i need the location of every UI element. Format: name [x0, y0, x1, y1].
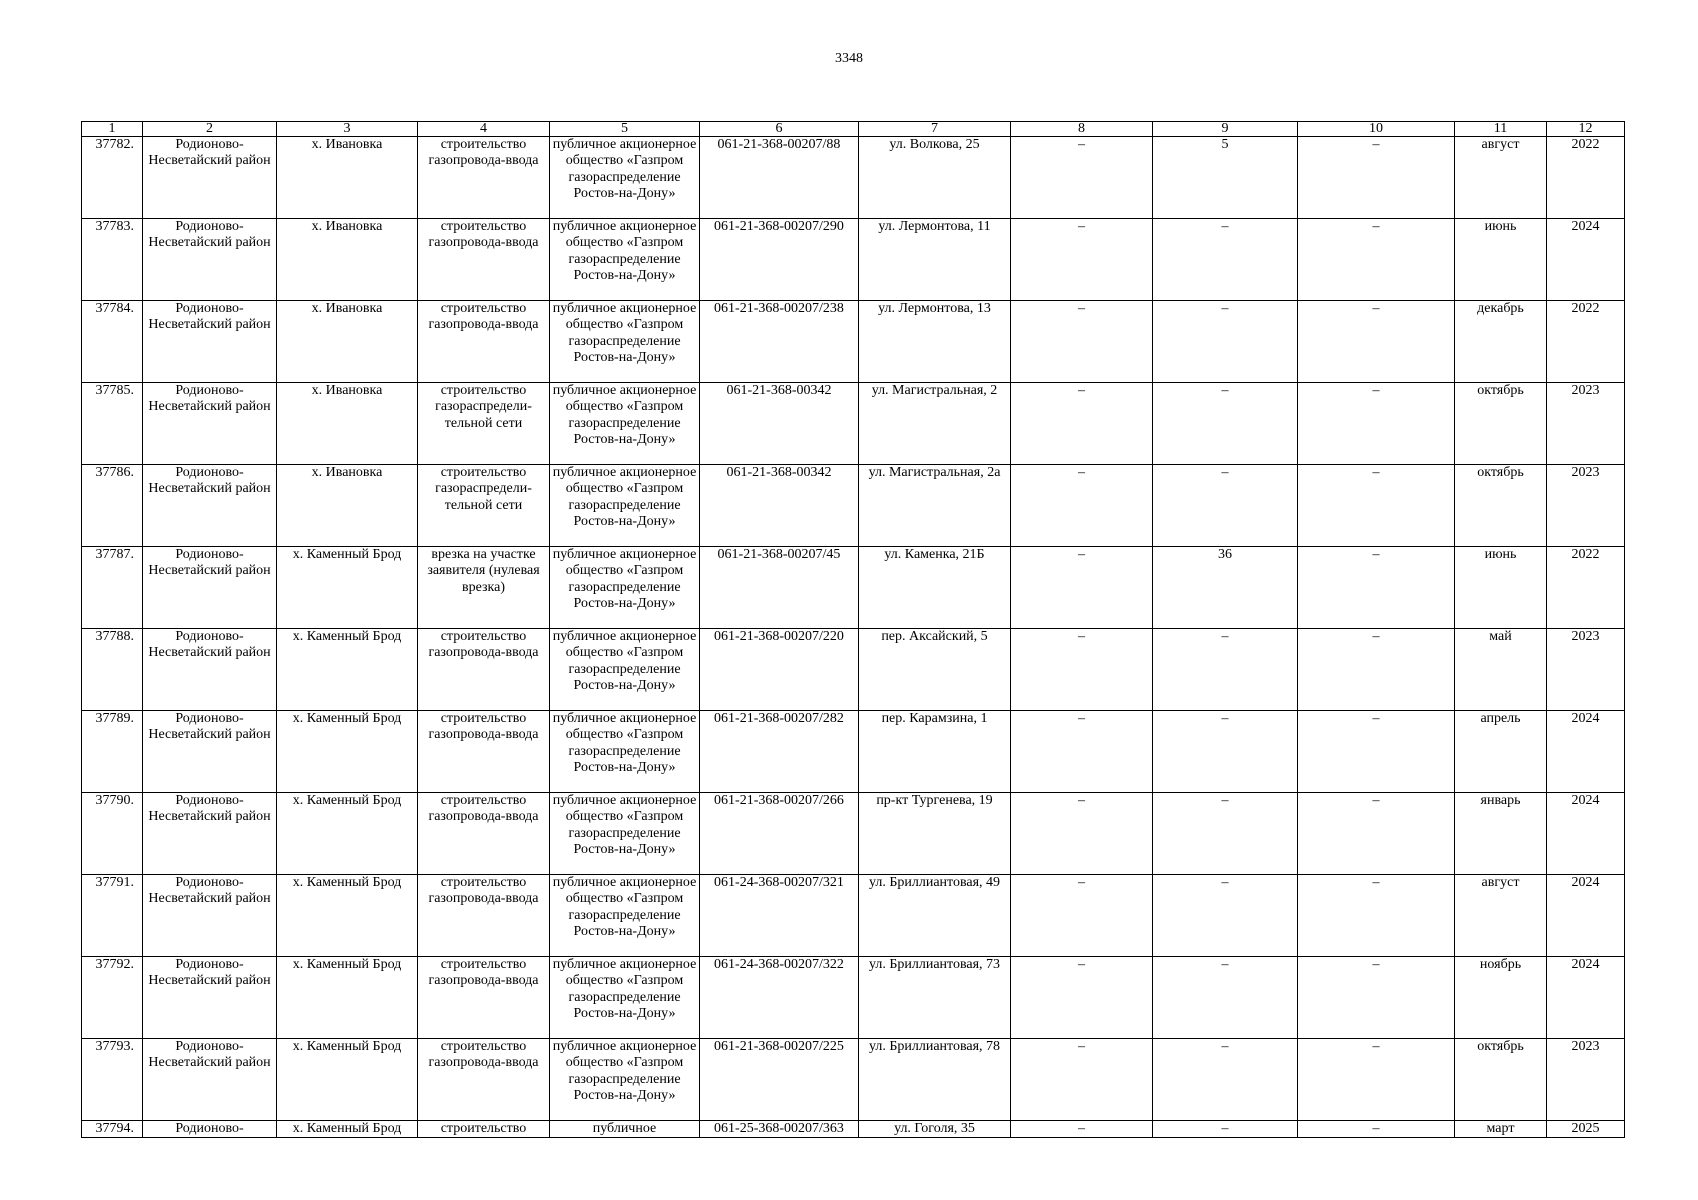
district-cell: Родионово- — [143, 1121, 277, 1138]
column-9-cell: – — [1153, 711, 1298, 793]
object-code-cell: 061-21-368-00207/290 — [700, 219, 859, 301]
table-row — [82, 1121, 1625, 1138]
column-header-12: 12 — [1547, 122, 1625, 137]
column-header-3: 3 — [277, 122, 418, 137]
address-cell: ул. Гоголя, 35 — [859, 1121, 1011, 1138]
column-9-cell: – — [1153, 957, 1298, 1039]
locality-cell: х. Ивановка — [277, 383, 418, 465]
owner-cell: публичное акционерное общество «Газпром газораспределение Ростов-на-Дону» — [550, 547, 700, 629]
district-cell: Родионово-Несветайский район — [143, 547, 277, 629]
column-10-cell: – — [1298, 1121, 1455, 1138]
row-number-cell: 37782. — [82, 137, 143, 219]
header-row — [82, 122, 1625, 137]
column-9-cell: – — [1153, 1039, 1298, 1121]
column-10-cell: – — [1298, 957, 1455, 1039]
month-cell: октябрь — [1455, 383, 1547, 465]
column-8-cell: – — [1011, 301, 1153, 383]
object-code-cell: 061-21-368-00207/220 — [700, 629, 859, 711]
month-cell: июнь — [1455, 219, 1547, 301]
owner-cell: публичное акционерное общество «Газпром газораспределение Ростов-на-Дону» — [550, 629, 700, 711]
object-code-cell: 061-25-368-00207/363 — [700, 1121, 859, 1138]
column-8-cell: – — [1011, 711, 1153, 793]
work-type-cell: строительство газораспредели-тельной сети — [418, 383, 550, 465]
row-number-cell: 37790. — [82, 793, 143, 875]
locality-cell: х. Ивановка — [277, 465, 418, 547]
year-cell: 2024 — [1547, 793, 1625, 875]
owner-cell: публичное акционерное общество «Газпром газораспределение Ростов-на-Дону» — [550, 137, 700, 219]
column-header-8: 8 — [1011, 122, 1153, 137]
month-cell: август — [1455, 137, 1547, 219]
work-type-cell: строительство газопровода-ввода — [418, 1039, 550, 1121]
year-cell: 2023 — [1547, 383, 1625, 465]
column-9-cell: – — [1153, 465, 1298, 547]
column-header-2: 2 — [143, 122, 277, 137]
column-10-cell: – — [1298, 137, 1455, 219]
district-cell: Родионово-Несветайский район — [143, 1039, 277, 1121]
column-10-cell: – — [1298, 219, 1455, 301]
table-row — [82, 383, 1625, 465]
column-9-cell: 36 — [1153, 547, 1298, 629]
address-cell: ул. Лермонтова, 13 — [859, 301, 1011, 383]
work-type-cell: строительство — [418, 1121, 550, 1138]
locality-cell: х. Каменный Брод — [277, 793, 418, 875]
table-row — [82, 711, 1625, 793]
month-cell: январь — [1455, 793, 1547, 875]
object-code-cell: 061-21-368-00207/282 — [700, 711, 859, 793]
column-10-cell: – — [1298, 465, 1455, 547]
district-cell: Родионово-Несветайский район — [143, 301, 277, 383]
locality-cell: х. Каменный Брод — [277, 547, 418, 629]
column-header-11: 11 — [1455, 122, 1547, 137]
year-cell: 2023 — [1547, 1039, 1625, 1121]
column-10-cell: – — [1298, 711, 1455, 793]
year-cell: 2023 — [1547, 629, 1625, 711]
year-cell: 2022 — [1547, 547, 1625, 629]
column-9-cell: – — [1153, 875, 1298, 957]
month-cell: октябрь — [1455, 465, 1547, 547]
owner-cell: публичное акционерное общество «Газпром газораспределение Ростов-на-Дону» — [550, 383, 700, 465]
year-cell: 2022 — [1547, 301, 1625, 383]
month-cell: октябрь — [1455, 1039, 1547, 1121]
object-code-cell: 061-21-368-00207/238 — [700, 301, 859, 383]
row-number-cell: 37791. — [82, 875, 143, 957]
column-header-5: 5 — [550, 122, 700, 137]
column-8-cell: – — [1011, 547, 1153, 629]
row-number-cell: 37794. — [82, 1121, 143, 1138]
locality-cell: х. Ивановка — [277, 137, 418, 219]
column-10-cell: – — [1298, 547, 1455, 629]
address-cell: ул. Волкова, 25 — [859, 137, 1011, 219]
column-10-cell: – — [1298, 875, 1455, 957]
column-9-cell: – — [1153, 301, 1298, 383]
year-cell: 2024 — [1547, 957, 1625, 1039]
address-cell: ул. Бриллиантовая, 49 — [859, 875, 1011, 957]
column-8-cell: – — [1011, 957, 1153, 1039]
row-number-cell: 37789. — [82, 711, 143, 793]
column-9-cell: 5 — [1153, 137, 1298, 219]
district-cell: Родионово-Несветайский район — [143, 711, 277, 793]
month-cell: август — [1455, 875, 1547, 957]
object-code-cell: 061-21-368-00342 — [700, 465, 859, 547]
month-cell: ноябрь — [1455, 957, 1547, 1039]
column-8-cell: – — [1011, 629, 1153, 711]
locality-cell: х. Каменный Брод — [277, 711, 418, 793]
column-10-cell: – — [1298, 629, 1455, 711]
work-type-cell: строительство газопровода-ввода — [418, 957, 550, 1039]
table-row — [82, 957, 1625, 1039]
locality-cell: х. Каменный Брод — [277, 875, 418, 957]
column-9-cell: – — [1153, 1121, 1298, 1138]
address-cell: ул. Каменка, 21Б — [859, 547, 1011, 629]
locality-cell: х. Каменный Брод — [277, 957, 418, 1039]
object-code-cell: 061-21-368-00207/225 — [700, 1039, 859, 1121]
locality-cell: х. Ивановка — [277, 301, 418, 383]
column-8-cell: – — [1011, 1039, 1153, 1121]
owner-cell: публичное акционерное общество «Газпром газораспределение Ростов-на-Дону» — [550, 711, 700, 793]
table-row — [82, 137, 1625, 219]
row-number-cell: 37788. — [82, 629, 143, 711]
column-header-10: 10 — [1298, 122, 1455, 137]
work-type-cell: строительство газопровода-ввода — [418, 875, 550, 957]
register-table — [81, 121, 1625, 1138]
row-number-cell: 37793. — [82, 1039, 143, 1121]
table-row — [82, 547, 1625, 629]
work-type-cell: строительство газопровода-ввода — [418, 219, 550, 301]
column-9-cell: – — [1153, 383, 1298, 465]
district-cell: Родионово-Несветайский район — [143, 137, 277, 219]
column-header-9: 9 — [1153, 122, 1298, 137]
object-code-cell: 061-21-368-00207/45 — [700, 547, 859, 629]
year-cell: 2024 — [1547, 219, 1625, 301]
work-type-cell: строительство газопровода-ввода — [418, 137, 550, 219]
column-10-cell: – — [1298, 301, 1455, 383]
locality-cell: х. Каменный Брод — [277, 1039, 418, 1121]
object-code-cell: 061-21-368-00207/266 — [700, 793, 859, 875]
owner-cell: публичное акционерное общество «Газпром газораспределение Ростов-на-Дону» — [550, 957, 700, 1039]
column-9-cell: – — [1153, 629, 1298, 711]
object-code-cell: 061-21-368-00342 — [700, 383, 859, 465]
owner-cell: публичное акционерное общество «Газпром газораспределение Ростов-на-Дону» — [550, 465, 700, 547]
year-cell: 2024 — [1547, 875, 1625, 957]
address-cell: ул. Бриллиантовая, 73 — [859, 957, 1011, 1039]
owner-cell: публичное акционерное общество «Газпром газораспределение Ростов-на-Дону» — [550, 219, 700, 301]
table-body — [82, 137, 1625, 1138]
month-cell: июнь — [1455, 547, 1547, 629]
locality-cell: х. Каменный Брод — [277, 629, 418, 711]
district-cell: Родионово-Несветайский район — [143, 957, 277, 1039]
month-cell: декабрь — [1455, 301, 1547, 383]
work-type-cell: строительство газопровода-ввода — [418, 301, 550, 383]
locality-cell: х. Ивановка — [277, 219, 418, 301]
column-10-cell: – — [1298, 793, 1455, 875]
table-row — [82, 219, 1625, 301]
column-header-1: 1 — [82, 122, 143, 137]
column-header-6: 6 — [700, 122, 859, 137]
row-number-cell: 37787. — [82, 547, 143, 629]
table-row — [82, 465, 1625, 547]
row-number-cell: 37785. — [82, 383, 143, 465]
row-number-cell: 37783. — [82, 219, 143, 301]
address-cell: пр-кт Тургенева, 19 — [859, 793, 1011, 875]
owner-cell: публичное акционерное общество «Газпром газораспределение Ростов-на-Дону» — [550, 875, 700, 957]
column-header-4: 4 — [418, 122, 550, 137]
owner-cell: публичное акционерное общество «Газпром газораспределение Ростов-на-Дону» — [550, 793, 700, 875]
owner-cell: публичное акционерное общество «Газпром газораспределение Ростов-на-Дону» — [550, 1039, 700, 1121]
column-header-7: 7 — [859, 122, 1011, 137]
table-row — [82, 1039, 1625, 1121]
row-number-cell: 37784. — [82, 301, 143, 383]
page-number: 3348 — [835, 51, 863, 66]
year-cell: 2023 — [1547, 465, 1625, 547]
column-8-cell: – — [1011, 465, 1153, 547]
district-cell: Родионово-Несветайский район — [143, 629, 277, 711]
column-8-cell: – — [1011, 1121, 1153, 1138]
district-cell: Родионово-Несветайский район — [143, 793, 277, 875]
table-row — [82, 629, 1625, 711]
object-code-cell: 061-24-368-00207/322 — [700, 957, 859, 1039]
district-cell: Родионово-Несветайский район — [143, 383, 277, 465]
work-type-cell: врезка на участке заявителя (нулевая врезка) — [418, 547, 550, 629]
work-type-cell: строительство газопровода-ввода — [418, 629, 550, 711]
address-cell: пер. Карамзина, 1 — [859, 711, 1011, 793]
table-header — [82, 122, 1625, 137]
row-number-cell: 37786. — [82, 465, 143, 547]
column-8-cell: – — [1011, 793, 1153, 875]
row-number-cell: 37792. — [82, 957, 143, 1039]
address-cell: ул. Лермонтова, 11 — [859, 219, 1011, 301]
year-cell: 2025 — [1547, 1121, 1625, 1138]
column-9-cell: – — [1153, 219, 1298, 301]
column-9-cell: – — [1153, 793, 1298, 875]
month-cell: апрель — [1455, 711, 1547, 793]
object-code-cell: 061-21-368-00207/88 — [700, 137, 859, 219]
column-8-cell: – — [1011, 137, 1153, 219]
month-cell: май — [1455, 629, 1547, 711]
address-cell: ул. Магистральная, 2а — [859, 465, 1011, 547]
table-row — [82, 301, 1625, 383]
column-8-cell: – — [1011, 383, 1153, 465]
table-row — [82, 875, 1625, 957]
table-row — [82, 793, 1625, 875]
district-cell: Родионово-Несветайский район — [143, 465, 277, 547]
column-10-cell: – — [1298, 383, 1455, 465]
address-cell: ул. Магистральная, 2 — [859, 383, 1011, 465]
work-type-cell: строительство газопровода-ввода — [418, 711, 550, 793]
owner-cell: публичное акционерное общество «Газпром газораспределение Ростов-на-Дону» — [550, 301, 700, 383]
owner-cell: публичное — [550, 1121, 700, 1138]
district-cell: Родионово-Несветайский район — [143, 875, 277, 957]
column-8-cell: – — [1011, 875, 1153, 957]
year-cell: 2024 — [1547, 711, 1625, 793]
column-10-cell: – — [1298, 1039, 1455, 1121]
work-type-cell: строительство газопровода-ввода — [418, 793, 550, 875]
work-type-cell: строительство газораспредели-тельной сети — [418, 465, 550, 547]
column-8-cell: – — [1011, 219, 1153, 301]
month-cell: март — [1455, 1121, 1547, 1138]
year-cell: 2022 — [1547, 137, 1625, 219]
district-cell: Родионово-Несветайский район — [143, 219, 277, 301]
locality-cell: х. Каменный Брод — [277, 1121, 418, 1138]
object-code-cell: 061-24-368-00207/321 — [700, 875, 859, 957]
address-cell: пер. Аксайский, 5 — [859, 629, 1011, 711]
address-cell: ул. Бриллиантовая, 78 — [859, 1039, 1011, 1121]
